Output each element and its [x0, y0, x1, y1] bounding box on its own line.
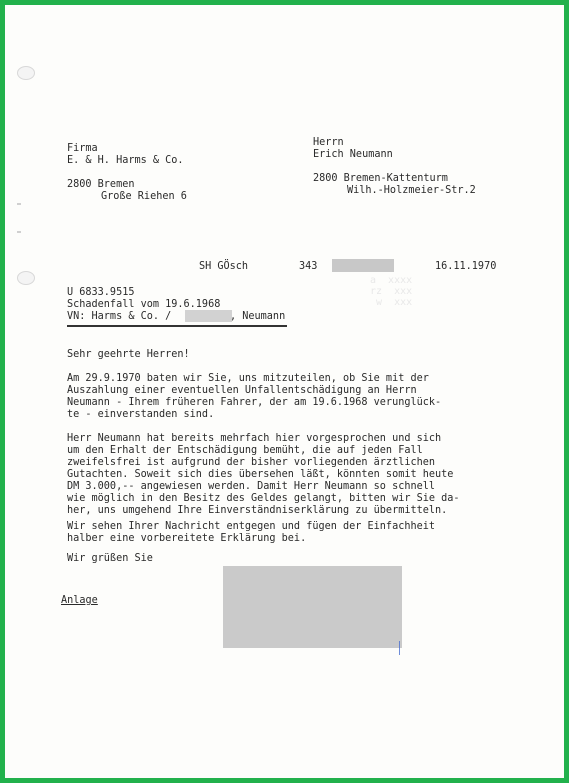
subject-line-3-suffix: , Neumann — [230, 311, 286, 322]
recipient-line-2: Erich Neumann — [313, 149, 393, 160]
salutation: Sehr geehrte Herren! — [67, 349, 190, 360]
show-through: a xxxx rz xxx w xxx — [370, 275, 413, 308]
redaction-signature — [223, 566, 402, 648]
paragraph-2-line: zweifelsfrei ist aufgrund der bisher vorliegenden ärztlichen — [67, 457, 436, 468]
pen-stroke — [399, 641, 400, 655]
fold-mark — [17, 203, 21, 205]
reference-number: 343 — [299, 261, 318, 272]
sender-line-1: Firma — [67, 143, 98, 154]
recipient-line-4: Wilh.-Holzmeier-Str.2 — [347, 185, 476, 196]
reference-date: 16.11.1970 — [435, 261, 497, 272]
paragraph-1-line: te - einverstanden sind. — [67, 409, 215, 420]
paragraph-1-line: Am 29.9.1970 baten wir Sie, uns mitzuteilen, ob Sie mit der — [67, 373, 429, 384]
paragraph-3-line: halber eine vorbereitete Erklärung bei. — [67, 533, 307, 544]
subject-underline — [67, 325, 287, 327]
letter-page — [5, 5, 564, 778]
punch-hole-bottom — [17, 271, 35, 285]
paragraph-2-line: Herr Neumann hat bereits mehrfach hier vorgesprochen und sich — [67, 433, 442, 444]
paragraph-2-line: her, uns umgehend Ihre Einverständniserklärung zu übermitteln. — [67, 505, 448, 516]
paragraph-2-line: wie möglich in den Besitz des Geldes gelangt, bitten wir Sie da- — [67, 493, 460, 504]
paragraph-1-line: Auszahlung einer eventuellen Unfallentschädigung an Herrn — [67, 385, 417, 396]
recipient-line-1: Herrn — [313, 137, 344, 148]
redaction-reference — [332, 259, 394, 272]
paragraph-3-line: Wir sehen Ihrer Nachricht entgegen und fügen der Einfachheit — [67, 521, 436, 532]
paragraph-2-line: um den Erhalt der Entschädigung bemüht, die auf jeden Fall — [67, 445, 423, 456]
subject-line-2: Schadenfall vom 19.6.1968 — [67, 299, 221, 310]
enclosure-label: Anlage — [61, 595, 98, 606]
subject-line-1: U 6833.9515 — [67, 287, 135, 298]
paragraph-2-line: Gutachten. Soweit sich dies übersehen läßt, könnten somit heute — [67, 469, 454, 480]
closing: Wir grüßen Sie — [67, 553, 153, 564]
subject-line-3-prefix: VN: Harms & Co. / — [67, 311, 172, 322]
sender-line-4: Große Riehen 6 — [101, 191, 187, 202]
sender-line-2: E. & H. Harms & Co. — [67, 155, 184, 166]
sender-line-3: 2800 Bremen — [67, 179, 135, 190]
paragraph-1-line: Neumann - Ihrem früheren Fahrer, der am 19.6.1968 verunglück- — [67, 397, 442, 408]
reference-sign: SH GÖsch — [199, 261, 249, 272]
fold-mark — [17, 231, 21, 233]
punch-hole-top — [17, 66, 35, 80]
recipient-line-3: 2800 Bremen-Kattenturm — [313, 173, 448, 184]
paragraph-2-line: DM 3.000,-- angewiesen werden. Damit Herr Neumann so schnell — [67, 481, 436, 492]
redaction-subject — [185, 310, 232, 322]
